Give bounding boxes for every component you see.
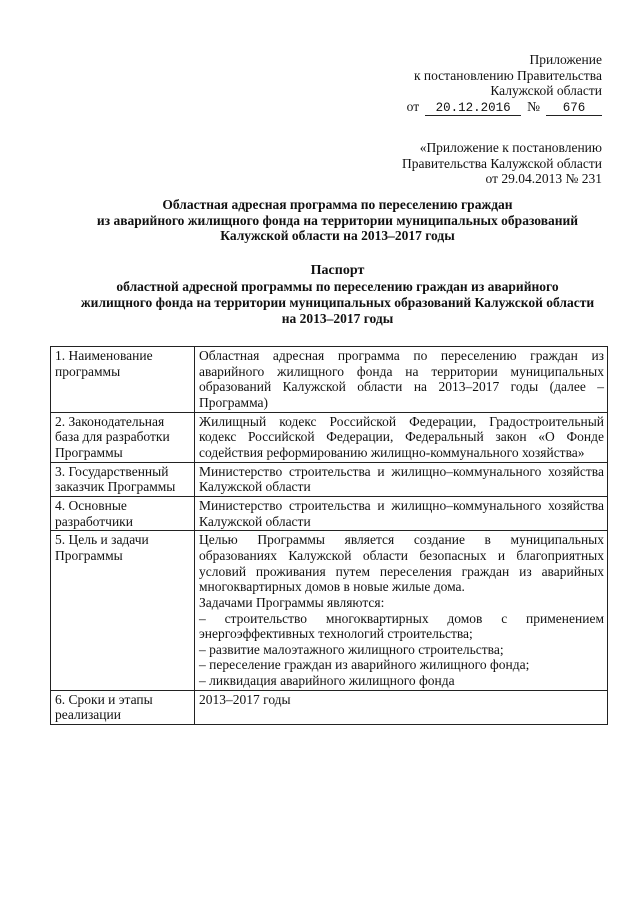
row-value: Министерство строительства и жилищно–коммунального хозяйства Калужской области: [195, 496, 608, 530]
passport-title: [50, 263, 625, 326]
row-value: Областная адресная программа по переселению граждан из аварийного жилищного фонда на территории муниципальных образований Калужской области на 2013–2017 годы (далее – Программа): [195, 347, 608, 413]
table-row: [51, 531, 608, 691]
from-label: от: [406, 98, 420, 114]
passport-title-line-3: на 2013–2017 годы: [281, 310, 394, 326]
row-label: 3. Государственный заказчик Программы: [51, 462, 195, 496]
row-label: 4. Основные разработчики: [51, 496, 195, 530]
table-row: [51, 690, 608, 724]
appendix-line-3: Калужской области: [490, 83, 602, 99]
row-value: Министерство строительства и жилищно–коммунального хозяйства Калужской области: [195, 462, 608, 496]
program-title-line-2: из аварийного жилищного фонда на территории муниципальных образований: [96, 212, 579, 228]
program-title-line-3: Калужской области на 2013–2017 годы: [220, 228, 455, 244]
program-goal: Целью Программы является создание в муниципальных образованиях Калужской области безопасных и благоприятных условий проживания путем переселения граждан из аварийных многоквартирных домов в новые жилые дома.: [199, 532, 604, 595]
passport-table: [50, 346, 608, 725]
row-label: 2. Законодательная база для разработки Программы: [51, 412, 195, 462]
passport-title-line-2: жилищного фонда на территории муниципальных образований Калужской области: [80, 294, 595, 310]
program-title: [50, 197, 625, 244]
task-item: – развитие малоэтажного жилищного строительства;: [199, 641, 504, 657]
appendix-line-2: к постановлению Правительства: [413, 67, 602, 83]
task-item: – переселение граждан из аварийного жилищного фонда;: [199, 657, 530, 673]
table-row: [51, 462, 608, 496]
table-row: [51, 347, 608, 413]
passport-heading: Паспорт: [310, 263, 365, 278]
appendix-date-line: [302, 99, 602, 117]
tasks-intro: Задачами Программы являются:: [199, 594, 385, 610]
row-value: 2013–2017 годы: [195, 690, 608, 724]
prev-appendix-line-2: Правительства Калужской области: [401, 155, 602, 171]
decree-number: 676: [546, 101, 602, 117]
prev-appendix-line-1: «Приложение к постановлению: [419, 140, 602, 155]
decree-date: 20.12.2016: [425, 101, 521, 117]
previous-appendix-header: [272, 140, 602, 187]
program-title-line-1: Областная адресная программа по переселению граждан: [162, 197, 513, 212]
task-item: – ликвидация аварийного жилищного фонда: [199, 673, 455, 689]
passport-title-line-1: областной адресной программы по переселению граждан из аварийного: [116, 279, 559, 295]
appendix-header: [302, 52, 602, 116]
row-label: 6. Сроки и этапы реализации: [51, 690, 195, 724]
row-label: 5. Цель и задачи Программы: [51, 531, 195, 691]
table-row: [51, 496, 608, 530]
prev-appendix-line-3: от 29.04.2013 № 231: [485, 171, 602, 187]
row-value: Жилищный кодекс Российской Федерации, Градостроительный кодекс Российской Федерации, Федеральный закон «О Фонде содействия реформированию жилищно-коммунального хозяйства»: [195, 412, 608, 462]
appendix-line-1: Приложение: [529, 52, 602, 67]
task-item: – строительство многоквартирных домов с применением энергоэффективных технологий строительства;: [199, 610, 604, 642]
table-row: [51, 412, 608, 462]
row-value-goals: [195, 531, 608, 691]
number-label: №: [527, 98, 540, 114]
row-label: 1. Наименование программы: [51, 347, 195, 413]
